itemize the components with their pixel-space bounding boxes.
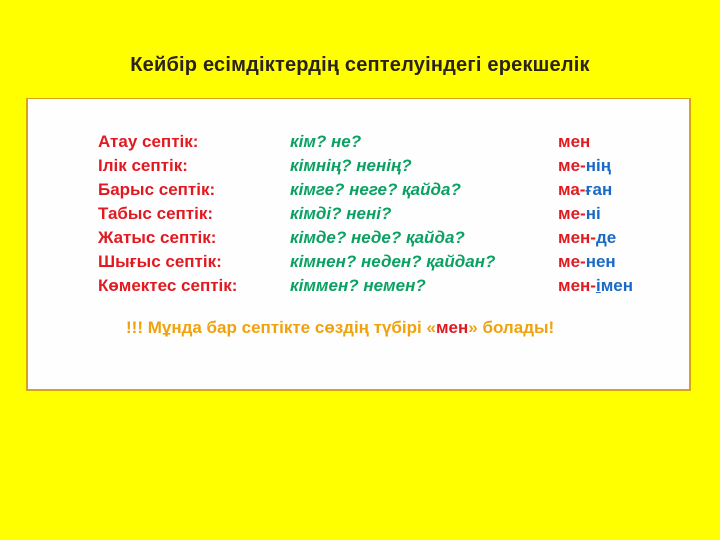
- case-questions: кімді? нені?: [290, 204, 392, 223]
- case-questions: кім? не?: [290, 132, 362, 151]
- pronoun-form: [558, 154, 611, 178]
- note-suffix: болады!: [477, 318, 555, 337]
- case-questions: кіммен? немен?: [290, 276, 426, 295]
- table-row: [28, 130, 689, 154]
- note: [126, 318, 554, 338]
- note-highlight: мен: [435, 318, 469, 337]
- case-name: Көмектес септік:: [98, 276, 238, 295]
- table-row: [28, 226, 689, 250]
- pronoun-form: [558, 274, 633, 298]
- pronoun-suffix: мен: [600, 276, 634, 295]
- case-questions: кімге? неге? қайда?: [290, 180, 461, 199]
- pronoun-root: ме-: [558, 204, 586, 223]
- pronoun-suffix: де: [595, 228, 617, 247]
- pronoun-root: ме-: [558, 156, 586, 175]
- table-row: [28, 154, 689, 178]
- note-prefix: !!! Мұнда бар септікте сөздің түбірі: [126, 318, 427, 337]
- table-row: [28, 250, 689, 274]
- case-questions: кімнен? неден? қайдан?: [290, 252, 496, 271]
- case-table: [28, 130, 689, 298]
- pronoun-form: [558, 202, 601, 226]
- case-name: Шығыс септік:: [98, 252, 222, 271]
- case-name: Жатыс септік:: [98, 228, 217, 247]
- pronoun-suffix: нен: [585, 252, 616, 271]
- table-row: [28, 178, 689, 202]
- pronoun-suffix: нің: [585, 156, 611, 175]
- note-quote-close: »: [468, 318, 478, 337]
- case-name: Табыс септік:: [98, 204, 214, 223]
- pronoun-form: [558, 250, 616, 274]
- case-name: Ілік септік:: [98, 156, 188, 175]
- pronoun-root: ме-: [558, 252, 586, 271]
- pronoun-suffix: ған: [585, 180, 613, 199]
- pronoun-suffix: і: [595, 276, 601, 295]
- pronoun-form: [558, 130, 590, 154]
- slide-title: Кейбір есімдіктердің септелуіндегі ерекшелік: [130, 54, 590, 76]
- note-quote-open: «: [426, 318, 436, 337]
- pronoun-form: [558, 226, 616, 250]
- pronoun-root: мен-: [558, 228, 596, 247]
- content-panel: [26, 98, 691, 391]
- pronoun-suffix: ні: [585, 204, 601, 223]
- case-questions: кімнің? ненің?: [290, 156, 412, 175]
- case-questions: кімде? неде? қайда?: [290, 228, 465, 247]
- pronoun-root: мен: [558, 132, 591, 151]
- pronoun-root: мен-: [558, 276, 596, 295]
- case-name: Барыс септік:: [98, 180, 216, 199]
- table-row: [28, 274, 689, 298]
- table-row: [28, 202, 689, 226]
- pronoun-root: ма-: [558, 180, 586, 199]
- case-name: Атау септік:: [98, 132, 199, 151]
- pronoun-form: [558, 178, 612, 202]
